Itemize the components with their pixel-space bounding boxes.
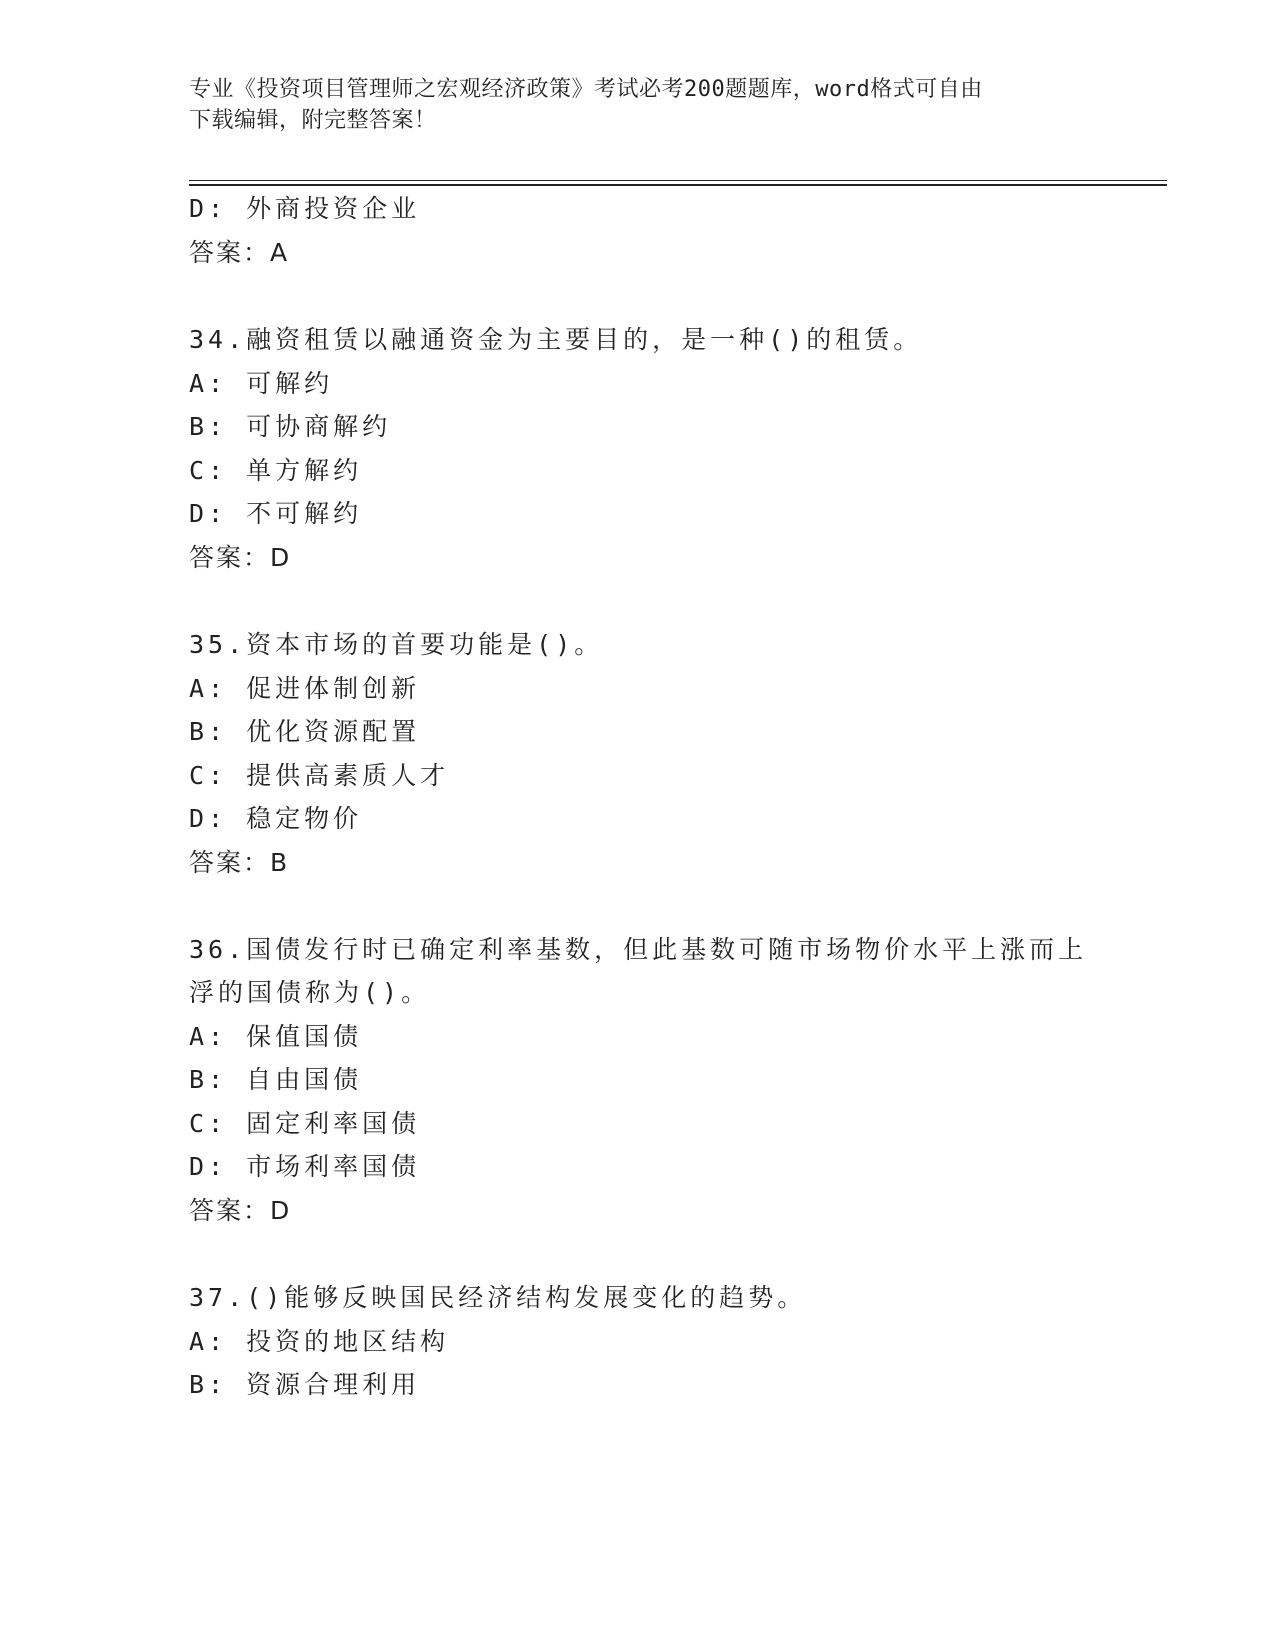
q35-answer: 答案：B [189,848,290,877]
q34-option-b: B: 可协商解约 [189,412,392,441]
q34-option-a: A: 可解约 [189,369,334,398]
q36-option-d: D: 市场利率国债 [189,1152,421,1181]
q35-question: 35.资本市场的首要功能是()。 [189,630,604,659]
q36-option-a: A: 保值国债 [189,1022,363,1051]
q36-question-line-1: 36.国债发行时已确定利率基数，但此基数可随市场物价水平上涨而上 [189,935,1088,964]
q33-answer: 答案：A [189,238,290,267]
q35-option-c: C: 提供高素质人才 [189,761,450,790]
q34-question: 34.融资租赁以融通资金为主要目的，是一种()的租赁。 [189,325,923,354]
q36-answer: 答案：D [189,1196,292,1225]
header-title-line-2: 下载编辑，附完整答案！ [189,108,437,133]
q36-option-b: B: 自由国债 [189,1065,363,1094]
header-title-line-1: 专业《投资项目管理师之宏观经济政策》考试必考200题题库，word格式可自由 [189,77,983,102]
q34-option-c: C: 单方解约 [189,456,363,485]
q35-option-d: D: 稳定物价 [189,804,363,833]
document-header [189,74,1089,136]
header-divider-thin [189,180,1167,181]
q37-option-a: A: 投资的地区结构 [189,1327,450,1356]
q37-option-b: B: 资源合理利用 [189,1370,421,1399]
q33-option-d: D: 外商投资企业 [189,194,421,223]
q34-option-d: D: 不可解约 [189,499,363,528]
header-divider-thick [189,184,1167,186]
q35-option-b: B: 优化资源配置 [189,717,421,746]
q34-answer: 答案：D [189,543,292,572]
q36-option-c: C: 固定利率国债 [189,1109,421,1138]
q35-option-a: A: 促进体制创新 [189,674,421,703]
q36-question-line-2: 浮的国债称为()。 [189,978,431,1007]
q37-question: 37.()能够反映国民经济结构发展变化的趋势。 [189,1283,807,1312]
